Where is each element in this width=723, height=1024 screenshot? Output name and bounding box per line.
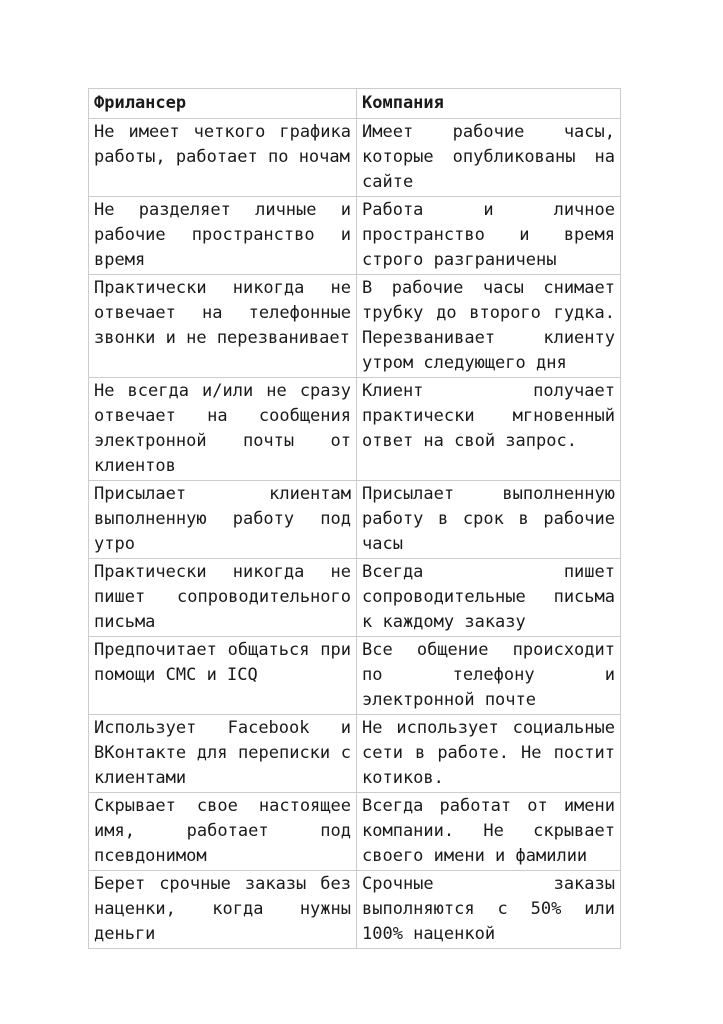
table-cell: Не имеет четкого графика работы, работает по ночам	[89, 119, 357, 197]
table-row	[89, 197, 621, 275]
header-cell-company: Компания	[357, 89, 621, 119]
header-cell-freelancer: Фрилансер	[89, 89, 357, 119]
table-cell: Все общение происходит по телефону и электронной почте	[357, 637, 621, 715]
table-row	[89, 559, 621, 637]
table-row	[89, 637, 621, 715]
table-cell: Практически никогда не отвечает на телефонные звонки и не перезванивает	[89, 275, 357, 378]
table-cell: Клиент получает практически мгновенный ответ на свой запрос.	[357, 378, 621, 481]
table-cell: Всегда работат от имени компании. Не скрывает своего имени и фамилии	[357, 793, 621, 871]
table-row	[89, 275, 621, 378]
table-row	[89, 793, 621, 871]
table-row	[89, 481, 621, 559]
comparison-table	[88, 88, 621, 949]
document-page	[88, 88, 621, 949]
table-cell: Не использует социальные сети в работе. Не постит котиков.	[357, 715, 621, 793]
table-cell: Не разделяет личные и рабочие пространство и время	[89, 197, 357, 275]
table-cell: Использует Facebook и ВКонтакте для переписки с клиентами	[89, 715, 357, 793]
header-row	[89, 89, 621, 119]
table-row	[89, 119, 621, 197]
table-cell: Предпочитает общаться при помощи СМС и ICQ	[89, 637, 357, 715]
table-cell: Работа и личное пространство и время строго разграничены	[357, 197, 621, 275]
table-cell: Присылает клиентам выполненную работу под утро	[89, 481, 357, 559]
table-cell: Имеет рабочие часы, которые опубликованы на сайте	[357, 119, 621, 197]
table-row	[89, 378, 621, 481]
table-cell: Срочные заказы выполняются с 50% или 100% наценкой	[357, 871, 621, 949]
table-cell: Присылает выполненную работу в срок в рабочие часы	[357, 481, 621, 559]
table-cell: Не всегда и/или не сразу отвечает на сообщения электронной почты от клиентов	[89, 378, 357, 481]
table-cell: Скрывает свое настоящее имя, работает под псевдонимом	[89, 793, 357, 871]
table-cell: Практически никогда не пишет сопроводительного письма	[89, 559, 357, 637]
table-row	[89, 715, 621, 793]
table-cell: Берет срочные заказы без наценки, когда нужны деньги	[89, 871, 357, 949]
table-row	[89, 871, 621, 949]
table-cell: Всегда пишет сопроводительные письма к каждому заказу	[357, 559, 621, 637]
table-cell: В рабочие часы снимает трубку до второго гудка. Перезванивает клиенту утром следующего дня	[357, 275, 621, 378]
